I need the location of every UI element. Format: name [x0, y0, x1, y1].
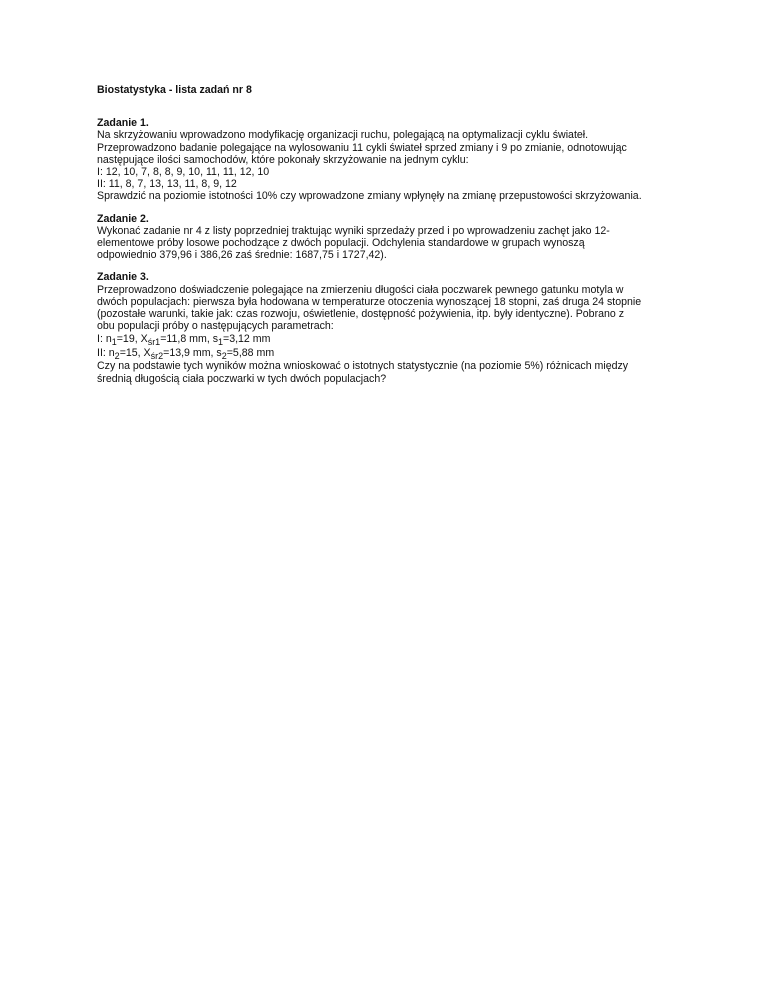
task-3 — [97, 271, 697, 384]
param-text: =15, X — [119, 347, 151, 360]
population-2-parameters — [97, 346, 697, 360]
task-text-line: Wykonać zadanie nr 4 z listy poprzedniej traktując wyniki sprzedaży przed i po wprowadzeniu zachęt jako 12- — [97, 224, 610, 237]
task-question: Czy na podstawie tych wyników można wnioskować o istotnych statystycznie (na poziomie 5%) różnicach między — [97, 360, 629, 373]
param-subscript: 2 — [221, 351, 227, 362]
document-page — [97, 84, 697, 395]
task-text-line: dwóch populacjach: pierwsza była hodowana w temperaturze otoczenia wynoszącej 18 stopni, zaś druga 24 stopnie — [97, 295, 642, 308]
task-question: średnią długością ciała poczwarki w tych dwóch populacjach? — [97, 372, 387, 385]
param-subscript: śr1 — [147, 337, 161, 348]
param-text: =11,8 mm, s — [160, 333, 218, 346]
task-1 — [97, 117, 697, 202]
task-text-line: Przeprowadzono doświadczenie polegające na zmierzeniu długości ciała poczwarek pewnego gatunku motyla w — [97, 283, 624, 296]
task-heading: Zadanie 2. — [97, 212, 149, 225]
task-question: Sprawdzić na poziomie istotności 10% czy wprowadzone zmiany wpłynęły na zmianę przepustowości skrzyżowania. — [97, 190, 642, 203]
document-title: Biostatystyka - lista zadań nr 8 — [97, 84, 252, 96]
param-text: II: n — [97, 347, 115, 360]
data-series-2: II: 11, 8, 7, 13, 13, 11, 8, 9, 12 — [97, 178, 237, 191]
param-text: =3,12 mm — [223, 333, 271, 346]
task-text-line: Na skrzyżowaniu wprowadzono modyfikację organizacji ruchu, polegającą na optymalizacji cyklu świateł. — [97, 129, 589, 142]
task-2 — [97, 213, 697, 262]
task-text-line: następujące ilości samochodów, które pokonały skrzyżowanie na jednym cyklu: — [97, 153, 469, 166]
param-text: =19, X — [116, 333, 148, 346]
task-heading: Zadanie 3. — [97, 271, 149, 284]
param-subscript: śr2 — [150, 351, 164, 362]
data-series-1: I: 12, 10, 7, 8, 8, 9, 10, 11, 11, 12, 10 — [97, 166, 270, 179]
param-text: =13,9 mm, s — [163, 347, 222, 360]
param-text: =5,88 mm — [226, 347, 275, 360]
population-1-parameters — [97, 332, 697, 346]
param-text: I: n — [97, 333, 112, 346]
param-subscript: 1 — [111, 337, 117, 348]
task-text-line: Przeprowadzono badanie polegające na wylosowaniu 11 cykli świateł sprzed zmiany i 9 po zmianie, odnotowując — [97, 141, 627, 154]
task-text-line: elementowe próby losowe pochodzące z dwóch populacji. Odchylenia standardowe w grupach wynoszą — [97, 237, 585, 250]
task-text-line: (pozostałe warunki, takie jak: czas rozwoju, oświetlenie, dostępność pożywienia, itp. były identyczne). Pobrano z — [97, 308, 625, 321]
param-subscript: 1 — [218, 337, 224, 348]
task-text-line: odpowiednio 379,96 i 386,26 zaś średnie: 1687,75 i 1727,42). — [97, 249, 387, 262]
param-subscript: 2 — [114, 351, 120, 362]
task-heading: Zadanie 1. — [97, 117, 149, 130]
task-text-line: obu populacji próby o następujących parametrach: — [97, 320, 334, 333]
